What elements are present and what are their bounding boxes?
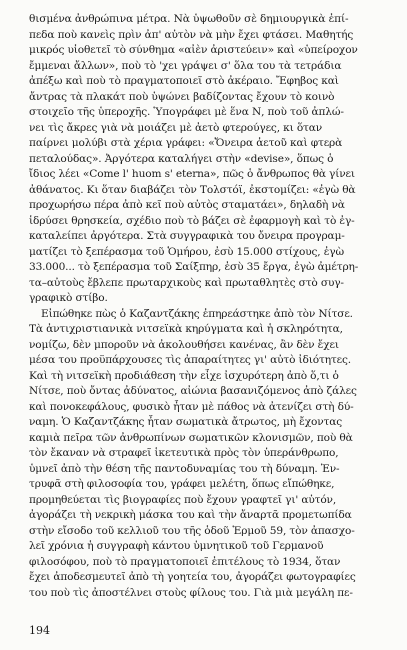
text-line: γραφικὸ στίβο. xyxy=(29,292,108,304)
text-line: προχωρήσω πέρα ἀπὸ κεῖ ποὺ αὐτὸς σταματάει», δηλαδὴ νὰ xyxy=(29,199,345,211)
paragraph-1 xyxy=(29,12,389,307)
text-line: πεδα ποὺ κανεὶς πρὶν ἀπ' αὐτὸν νὰ μὴν ἔχει φτάσει. Μαθητής xyxy=(29,28,354,41)
text-line: θισμένα ἀνθρώπινα μέτρα. Νὰ ὑψωθοῦν σὲ δημιουργικὰ ἐπί- xyxy=(29,13,349,25)
text-line: νει τὶς ἄκρες γιὰ νὰ μοιάζει μὲ ἀετὸ φτερούγες, κι ὅταν xyxy=(29,121,323,134)
text-line: τὸν ἔκαναν νὰ στραφεῖ ἱκετευτικὰ πρὸς τὸν ὑπεράνθρωπο, xyxy=(29,447,339,459)
text-line: ματίζει τὸ ξεπέρασμα τοῦ Ὁμήρου, ἐσὺ 15.000 στίχους, ἐγὼ xyxy=(29,245,344,258)
text-line: καταλείπει ἀργότερα. Στὰ συγγραφικὰ του ὄνειρα προγραμ- xyxy=(29,230,345,242)
text-line: προμηθεύεται τὶς βιογραφίες ποὺ ἔχουν γραφτεῖ γι' αὐτόν, xyxy=(29,493,337,506)
text-line: μέσα του προϋπάρχουσες τὶς ἀπαραίτητες γι' αὐτὸ ἰδιότητες. xyxy=(29,354,351,366)
text-line: ἔχει ἀποδεσμευτεῖ ἀπὸ τὴ γοητεία του, ἀγοράζει φωτογραφίες xyxy=(29,571,356,583)
text-line: λεῖ χρόνια ἡ συγγραφὴ κάντου ὑμνητικοῦ τοῦ Γερμανοῦ xyxy=(29,540,324,552)
text-line: ἀθάνατος. Κι ὅταν διαβάζει τὸν Τολστόϊ, ἐκστομίζει: «ἐγὼ θὰ xyxy=(29,183,356,196)
text-line: του ποὺ τὶς ἀποστέλνει στοὺς φίλους του. Γιὰ μιὰ μεγάλη πε- xyxy=(29,586,353,599)
text-line: νομίζω, δὲν μποροῦν νὰ ἀκολουθήσει κανένας, ἂν δὲν ἔχει xyxy=(29,338,339,351)
paragraph-2 xyxy=(29,307,389,602)
text-line: στοιχεῖο τῆς ὑπεροχῆς. Ὑπογράφει μὲ ἕνα Ν, ποὺ τοῦ ἀπλώ- xyxy=(29,106,344,118)
text-line: 33.000... τὸ ξεπέρασμα τοῦ Σαίξπηρ, ἐσὺ 35 ἔργα, ἐγὼ ἀμέτρη- xyxy=(29,261,359,273)
body-text xyxy=(29,12,389,601)
text-line: καμιὰ πεῖρα τῶν ἀνθρωπίνων σωματικῶν κλονισμῶν, ποὺ θὰ xyxy=(29,431,353,444)
text-line: φιλοσόφου, ποὺ τὸ πραγματοποιεῖ ἐπιτέλους τὸ 1934, ὅταν xyxy=(29,555,341,568)
text-line: Καὶ τὴ νιτσεϊκὴ προδιάθεση τὴν εἶχε ἰσχυρότερη ἀπὸ ὅ,τι ὁ xyxy=(29,369,339,382)
text-line: στὴν εἴσοδο τοῦ κελλιοῦ του τῆς ὁδοῦ Ἑρμοῦ 59, τὸν ἀπασχο- xyxy=(29,524,355,537)
text-line: ἄντρας τὰ πλακάτ ποὺ ὑψώνει βαδίζοντας ἔχουν τὸ κοινὸ xyxy=(29,90,335,103)
text-line: καὶ πονοκεφάλους, φυσικὸ ἦταν μὲ πάθος νὰ ἀτενίζει στὴ δύ- xyxy=(29,400,354,413)
text-line: μικρός υἱοθετεῖ τὸ σύνθημα «αἰὲν ἀριστεύειν» καὶ «ὑπείροχον xyxy=(29,44,358,56)
text-line: ὑμνεῖ ἀπὸ τὴν θέση τῆς παντοδυναμίας του τὴ δύναμη. Ἐν- xyxy=(29,462,340,475)
text-line: τρυφᾶ στὴ φιλοσοφία του, γράφει μελέτη, ὅπως εἴπώθηκε, xyxy=(29,478,335,490)
text-line: ἔμμεναι ἄλλων», ποὺ τὸ 'χει γράψει σ' ὅλα του τὰ τετράδια xyxy=(29,59,342,72)
text-line: ἴδιος λέει «Come l' huom s' eterna», πῶς ὁ ἄνθρωπος θὰ γίνει xyxy=(29,168,355,180)
text-line: ἱδρύσει θρησκεία, σχέδιο ποὺ τὸ βάζει σὲ ἐφαρμογὴ καὶ τὸ ἐγ- xyxy=(29,214,355,227)
text-line: παίρνει μολύβι στὰ χέρια γράφει: «Ὄνειρα ἀετοῦ καὶ φτερὰ xyxy=(29,137,343,149)
text-line: Τὰ ἀντιχριστιανικὰ νιτσεϊκὰ κηρύγματα καὶ ἡ σκληρότητα, xyxy=(29,323,343,335)
page-number: 194 xyxy=(29,624,50,637)
text-line: Εἰπώθηκε πὼς ὁ Καζαντζάκης ἐπηρεάστηκε ἀπὸ τὸν Νίτσε. xyxy=(41,307,353,320)
text-line: ἀπέξω καὶ ποὺ τὸ πραγματοποιεῖ στὸ ἀκέραιο. Ἔφηβος καὶ xyxy=(29,75,339,87)
text-line: ναμη. Ὁ Καζαντζάκης ἦταν σωματικὰ ἄτρωτος, μὴ ἔχοντας xyxy=(29,416,343,428)
text-line: ἀγοράζει τὴ νεκρικὴ μάσκα του καὶ τὴν ἄναρτᾶ προμετωπίδα xyxy=(29,509,352,521)
text-line: πεταλούδας». Ἀργότερα καταλήγει στὴν «devise», ὅπως ὁ xyxy=(29,152,334,165)
text-line: τα–αὐτοὺς ἔβλεπε πρωταρχικοὺς καὶ πρωταθλητὲς στὸ συγ- xyxy=(29,276,344,289)
text-line: Νίτσε, ποὺ ὄντας ἀδύνατος, αἰώνια βασανιζόμενος ἀπὸ ζάλες xyxy=(29,385,357,397)
